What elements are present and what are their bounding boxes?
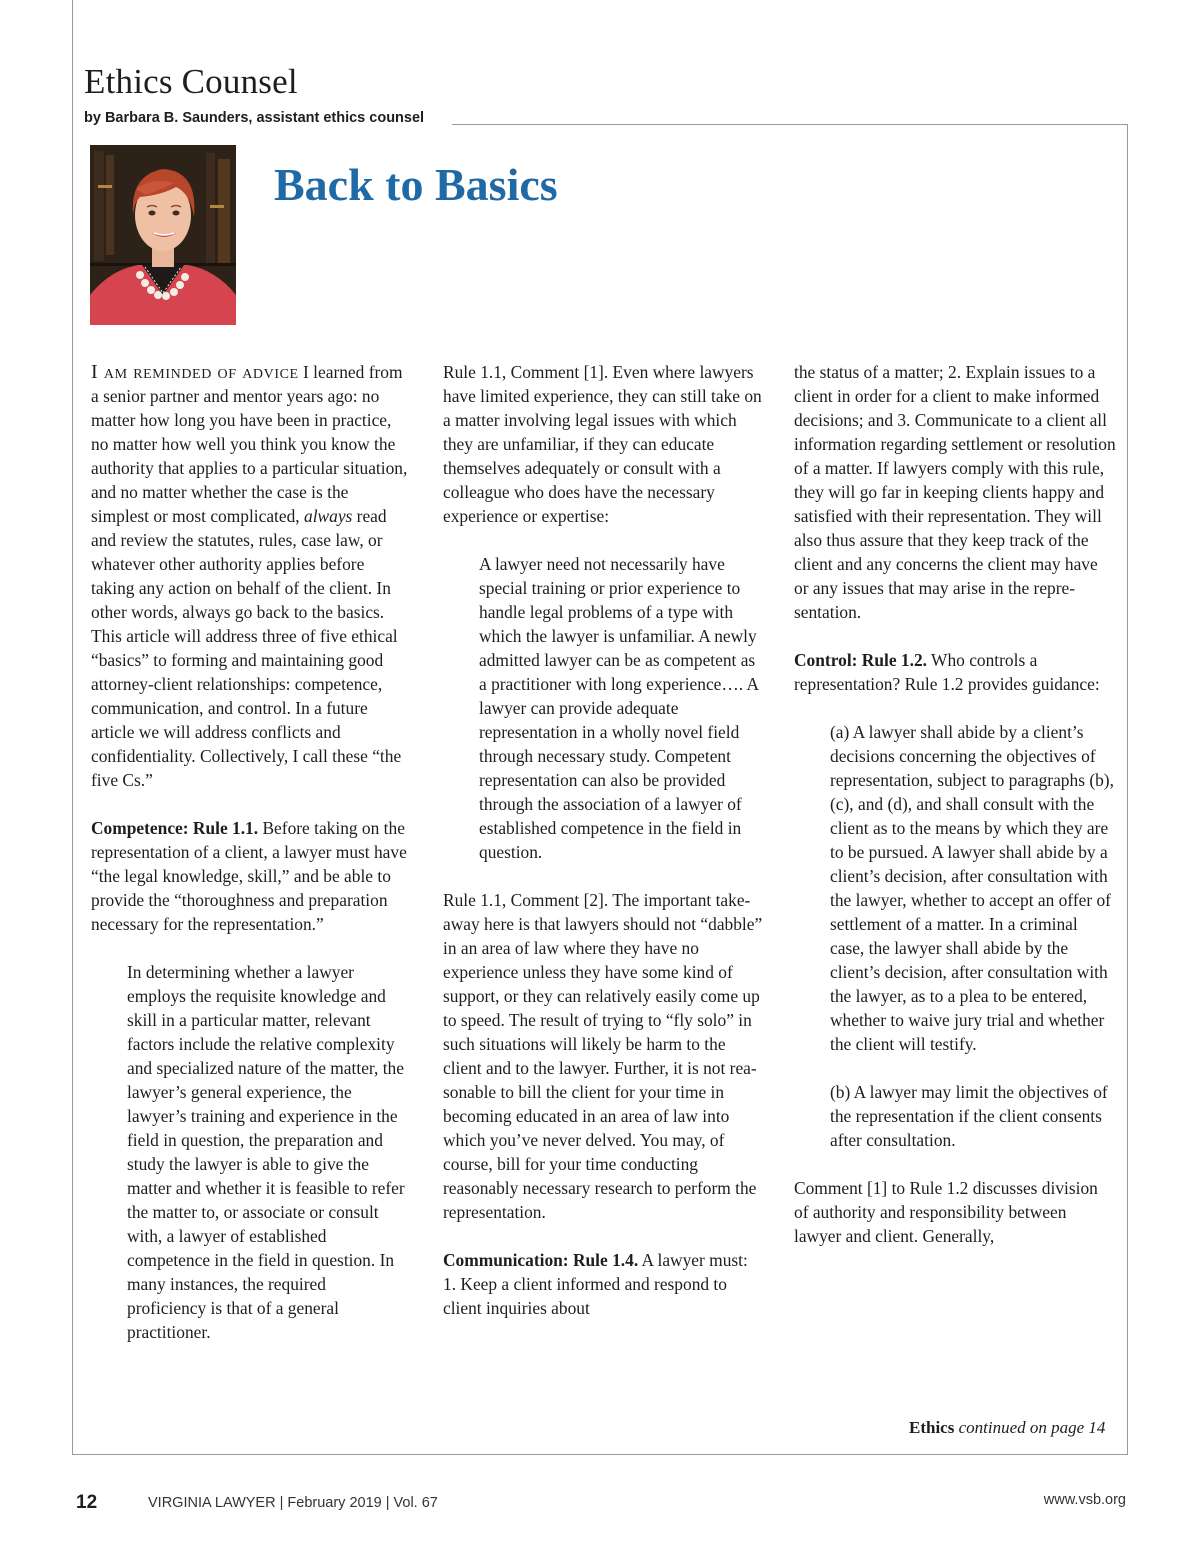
author-byline: by Barbara B. Saunders, assistant ethics counsel bbox=[84, 110, 425, 126]
website-url: www.vsb.org bbox=[1043, 1492, 1126, 1508]
article-column-1 bbox=[91, 360, 409, 1368]
competence-quote: In determining whether a lawyer employs the requisite knowledge and skill in a particular matter, relevant factors include the relative complexity and specialized nature of the matter, the lawyer’s general experience, the lawyer’s training and experience in the field in question, the preparation and study the lawyer is able to give the matter and whether it is feasible to refer the matter to, or associate or consult with, a lawyer of established competence in the field in question. In many instances, the required proficiency is that of a general practitioner. bbox=[127, 962, 405, 1342]
intro-text-b: read and review the statutes, rules, case law, or whatever other authority applies before taking any action on behalf of the client. In other words, always go back to the basics. This article will address three of five ethical “basics” to forming and maintaining good attorney-client relationships: competence, communication, and control. In a future article we will address conflicts and confidentiality. Collectively, I call these “the five Cs.” bbox=[91, 506, 402, 790]
left-border-rule bbox=[72, 0, 73, 1455]
author-portrait-image bbox=[90, 145, 236, 325]
competence-heading: Competence: Rule 1.1. bbox=[91, 818, 259, 838]
publication-info: VIRGINIA LAWYER | February 2019 | Vol. 67 bbox=[148, 1495, 438, 1511]
comment-rule-1-2-paragraph: Comment [1] to Rule 1.2 discusses division of authority and responsibility between lawyer and client. Generally, bbox=[794, 1178, 1098, 1246]
communication-continued-paragraph: the status of a matter; 2. Explain issues to a client in order for a client to make informed decisions; and 3. Communicate to a client all information regarding settlement or resolution of a matter. If lawyers comply with this rule, they will go far in keeping clients happy and satisfied with their representation. They will also thus assure that they keep track of the client and any concerns the client may have or any issues that may arise in the representation. bbox=[794, 362, 1116, 622]
page-number: 12 bbox=[76, 1492, 98, 1513]
intro-paragraph bbox=[91, 360, 409, 792]
comment-1-paragraph: Rule 1.1, Comment [1]. Even where lawyers have limited experience, they can still take on a matter involving legal issues with which they are unfamiliar, if they can educate themselves adequately or consult with a colleague who does have the necessary experience or expertise: bbox=[443, 362, 762, 526]
control-text: Who controls a representation? Rule 1.2 provides guidance: bbox=[794, 650, 1100, 694]
control-heading: Control: Rule 1.2. bbox=[794, 650, 928, 670]
communication-heading: Communication: Rule 1.4. bbox=[443, 1250, 639, 1270]
comment-2-paragraph: Rule 1.1, Comment [2]. The important take-away here is that lawyers should not “dabble” in an area of law where they have no experience unless they have some kind of support, or they can relatively easily come up to speed. The result of trying to “fly solo” in such situations will likely be harm to the client and to the lawyer. Further, it is not reasonable to bill the client for your time in becoming educated in an area of law into which you’ve never delved. You may, of course, bill for your time conducting reasonably necessary research to perform the representation. bbox=[443, 890, 763, 1222]
byline-rule bbox=[452, 124, 1128, 125]
continued-text: continued on page 14 bbox=[954, 1418, 1106, 1437]
competence-paragraph bbox=[91, 816, 409, 936]
rule-1-2-b-quote: (b) A lawyer may limit the objectives of the representation if the client consents after consultation. bbox=[830, 1082, 1108, 1150]
article-headline: Back to Basics bbox=[274, 159, 558, 210]
competence-text: Before taking on the representation of a client, a lawyer must have “the legal knowledge, skill,” and be able to provide the “thoroughness and preparation necessary for the representation.” bbox=[91, 818, 407, 934]
communication-text: A lawyer must: 1. Keep a client informed and respond to client inquiries about bbox=[443, 1250, 748, 1318]
control-paragraph bbox=[794, 648, 1116, 696]
continued-note bbox=[909, 1418, 1105, 1438]
intro-text-a: I learned from a senior partner and mentor years ago: no matter how long you have been in practice, no matter how well you think you know the authority that applies to a particular situation, and no matter whether the case is the simplest or most complicated, bbox=[91, 362, 408, 526]
bottom-border-rule bbox=[72, 1454, 1128, 1455]
rule-1-2-a-quote: (a) A lawyer shall abide by a client’s decisions concerning the objectives of representation, subject to paragraphs (b), (c), and (d), and shall consult with the client as to the means by which they are to be pursued. A lawyer shall abide by a client’s decision, after consultation with the lawyer, whether to accept an offer of settlement of a matter. In a criminal case, the lawyer shall abide by the client’s decision, after consultation with the lawyer, as to a plea to be entered, whether to waive jury trial and whether the client will testify. bbox=[830, 722, 1114, 1054]
author-portrait bbox=[90, 145, 236, 325]
comment-1-quote: A lawyer need not necessarily have special training or prior experience to handle legal problems of a type with which the lawyer is unfamiliar. A newly admitted lawyer can be as competent as a practitioner with long experience…. A lawyer can provide adequate representation in a wholly novel field through necessary study. Competent representation can also be provided through the association of a lawyer of established competence in the field in question. bbox=[479, 554, 759, 862]
intro-emphasis: always bbox=[304, 506, 353, 526]
communication-paragraph bbox=[443, 1248, 765, 1320]
intro-lead-in: I am reminded of advice bbox=[91, 361, 299, 383]
article-column-2 bbox=[443, 360, 765, 1344]
article-column-3 bbox=[794, 360, 1116, 1272]
continued-label: Ethics bbox=[909, 1418, 955, 1437]
section-title: Ethics Counsel bbox=[84, 62, 298, 101]
right-border-rule bbox=[1127, 124, 1128, 1455]
